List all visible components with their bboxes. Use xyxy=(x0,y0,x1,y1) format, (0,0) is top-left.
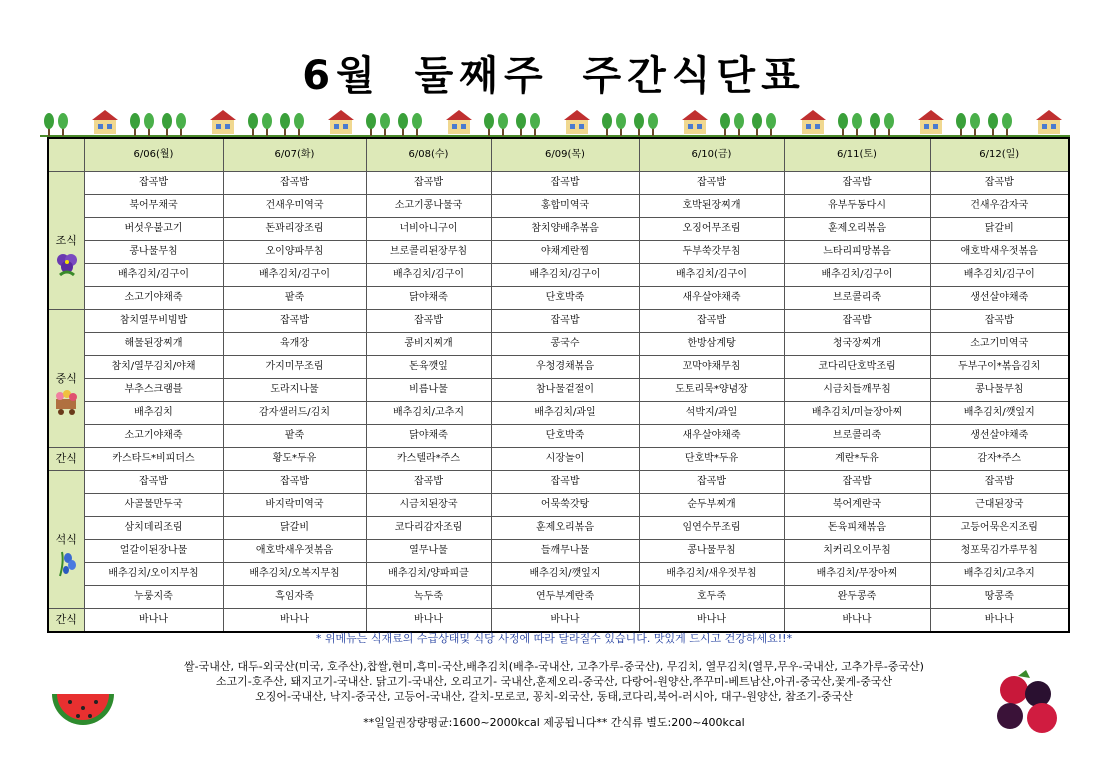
menu-item: 생선살야채죽 xyxy=(930,287,1069,310)
tree-icon xyxy=(366,113,376,136)
tree-icon xyxy=(380,113,390,136)
tree-icon xyxy=(44,113,54,136)
menu-row xyxy=(48,563,1069,586)
bluebell-flower-icon xyxy=(52,548,82,578)
tree-icon xyxy=(58,113,68,136)
menu-item: 감자*주스 xyxy=(930,448,1069,471)
menu-item: 사골물만두국 xyxy=(84,494,223,517)
menu-item: 팥죽 xyxy=(223,287,366,310)
house-icon xyxy=(328,110,354,134)
porridge-row xyxy=(48,609,1069,633)
menu-item: 소고기미역국 xyxy=(930,333,1069,356)
tree-icon xyxy=(280,113,290,136)
menu-item: 잡곡밥 xyxy=(930,310,1069,333)
menu-item: 바나나 xyxy=(491,609,639,633)
menu-item: 배추김치/김구이 xyxy=(930,264,1069,287)
house-icon xyxy=(800,110,826,134)
meal-label: 조식 xyxy=(55,233,77,247)
menu-row xyxy=(48,264,1069,287)
origin-line: 소고기-호주산, 돼지고기-국내산. 닭고기-국내산, 오리고기- 국내산,훈제오리-중국산, 다랑어-원양산,쭈꾸미-베트남산,아귀-중국산,꽃게-중국산 xyxy=(215,675,893,688)
tree-icon xyxy=(484,113,494,136)
menu-item: 팥죽 xyxy=(223,425,366,448)
menu-item: 콩나물무침 xyxy=(930,379,1069,402)
menu-item: 야채계란찜 xyxy=(491,241,639,264)
menu-item: 배추김치/김구이 xyxy=(84,264,223,287)
menu-item: 바나나 xyxy=(366,609,491,633)
menu-item: 코다리감자조림 xyxy=(366,517,491,540)
menu-item: 참나물겉절이 xyxy=(491,379,639,402)
menu-item: 들깨무나물 xyxy=(491,540,639,563)
menu-item: 배추김치/김구이 xyxy=(491,264,639,287)
menu-item: 배추김치/오복지무침 xyxy=(223,563,366,586)
menu-item: 유부두동다시 xyxy=(784,195,930,218)
violet-flower-icon xyxy=(52,249,82,279)
menu-item: 콩나물무침 xyxy=(639,540,784,563)
menu-item: 바나나 xyxy=(84,609,223,633)
tree-icon xyxy=(176,113,186,136)
tree-icon xyxy=(262,113,272,136)
meal-label: 석식 xyxy=(55,532,77,546)
menu-item: 브로콜리죽 xyxy=(784,287,930,310)
menu-item: 우청경채볶음 xyxy=(491,356,639,379)
tree-icon xyxy=(720,113,730,136)
menu-item: 열무나물 xyxy=(366,540,491,563)
menu-item: 잡곡밥 xyxy=(223,471,366,494)
menu-item: 땅콩죽 xyxy=(930,586,1069,609)
menu-item: 잡곡밥 xyxy=(223,172,366,195)
menu-item: 훈제오리볶음 xyxy=(491,517,639,540)
menu-item: 어묵쑥갓탕 xyxy=(491,494,639,517)
menu-item: 배추김치/깻잎지 xyxy=(930,402,1069,425)
tree-icon xyxy=(956,113,966,136)
menu-item: 단호박죽 xyxy=(491,287,639,310)
menu-item: 배추김치/오이지무침 xyxy=(84,563,223,586)
tree-icon xyxy=(144,113,154,136)
weekly-menu-table xyxy=(47,137,1070,633)
house-icon xyxy=(210,110,236,134)
menu-item: 부추스크램블 xyxy=(84,379,223,402)
menu-item: 훈제오리볶음 xyxy=(784,218,930,241)
menu-item: 해물된장찌개 xyxy=(84,333,223,356)
tree-icon xyxy=(852,113,862,136)
tree-icon xyxy=(766,113,776,136)
day-header: 6/11(토) xyxy=(784,138,930,172)
house-icon xyxy=(92,110,118,134)
menu-item: 꼬막야채무침 xyxy=(639,356,784,379)
meal-label-cell xyxy=(48,609,84,633)
menu-item: 콩나물무침 xyxy=(84,241,223,264)
menu-item: 애호박새우젓볶음 xyxy=(223,540,366,563)
menu-item: 잡곡밥 xyxy=(366,310,491,333)
menu-item: 잡곡밥 xyxy=(639,310,784,333)
menu-item: 잡곡밥 xyxy=(366,172,491,195)
menu-item: 브로콜리죽 xyxy=(784,425,930,448)
tree-icon xyxy=(752,113,762,136)
house-icon xyxy=(446,110,472,134)
tree-icon xyxy=(616,113,626,136)
menu-item: 녹두죽 xyxy=(366,586,491,609)
day-header: 6/08(수) xyxy=(366,138,491,172)
menu-item: 바지락미역국 xyxy=(223,494,366,517)
menu-item: 삼치데리조림 xyxy=(84,517,223,540)
menu-item: 배추김치/미늘장아찌 xyxy=(784,402,930,425)
menu-item: 참치양배추볶음 xyxy=(491,218,639,241)
menu-item: 잡곡밥 xyxy=(784,310,930,333)
menu-item: 잡곡밥 xyxy=(784,471,930,494)
menu-item: 돈육깻잎 xyxy=(366,356,491,379)
menu-item: 느타리피망볶음 xyxy=(784,241,930,264)
menu-item: 참치열무비빔밥 xyxy=(84,310,223,333)
menu-item: 완두콩죽 xyxy=(784,586,930,609)
menu-item: 잡곡밥 xyxy=(491,172,639,195)
berries-icon xyxy=(988,668,1068,738)
menu-item: 배추김치/양파피클 xyxy=(366,563,491,586)
menu-item: 청국장찌개 xyxy=(784,333,930,356)
menu-item: 돈육피채볶음 xyxy=(784,517,930,540)
menu-item: 배추김치/김구이 xyxy=(223,264,366,287)
flower-cart-icon xyxy=(52,387,82,417)
tree-icon xyxy=(516,113,526,136)
menu-row xyxy=(48,471,1069,494)
menu-item: 새우살야채죽 xyxy=(639,287,784,310)
menu-item: 잡곡밥 xyxy=(639,471,784,494)
menu-item: 카스타드*비피더스 xyxy=(84,448,223,471)
menu-item: 한방삼계탕 xyxy=(639,333,784,356)
menu-item: 배추김치 xyxy=(84,402,223,425)
menu-item: 배추김치/과일 xyxy=(491,402,639,425)
menu-item: 닭야채죽 xyxy=(366,287,491,310)
menu-row xyxy=(48,310,1069,333)
menu-item: 잡곡밥 xyxy=(84,172,223,195)
menu-item: 닭야채죽 xyxy=(366,425,491,448)
menu-item: 애호박새우젓볶음 xyxy=(930,241,1069,264)
tree-icon xyxy=(498,113,508,136)
menu-item: 배추김치/고추지 xyxy=(366,402,491,425)
day-header: 6/09(목) xyxy=(491,138,639,172)
day-header-row xyxy=(48,138,1069,172)
menu-item: 홍합미역국 xyxy=(491,195,639,218)
menu-item: 비름나물 xyxy=(366,379,491,402)
menu-row xyxy=(48,356,1069,379)
menu-item: 계란*두유 xyxy=(784,448,930,471)
menu-item: 브로콜리된장무침 xyxy=(366,241,491,264)
menu-row xyxy=(48,218,1069,241)
menu-row xyxy=(48,379,1069,402)
menu-item: 단호박*두유 xyxy=(639,448,784,471)
menu-row xyxy=(48,540,1069,563)
menu-item: 치커리오이무침 xyxy=(784,540,930,563)
menu-item: 배추김치/고추지 xyxy=(930,563,1069,586)
menu-row xyxy=(48,241,1069,264)
origin-line: 쌀-국내산, 대두-외국산(미국, 호주산),찹쌀,현미,흑미-국산,배추김치(배추-국내산, 고추가루-중국산), 무김치, 열무김치(열무,무우-국내산, 고추가루-중국산) xyxy=(184,660,924,673)
tree-icon xyxy=(634,113,644,136)
menu-row xyxy=(48,195,1069,218)
menu-item: 오징어무조림 xyxy=(639,218,784,241)
menu-item: 두부쑥갓무침 xyxy=(639,241,784,264)
menu-item: 잡곡밥 xyxy=(223,310,366,333)
house-icon xyxy=(918,110,944,134)
page-title: 6월 둘째주 주간식단표 xyxy=(302,53,806,99)
menu-row xyxy=(48,172,1069,195)
tree-icon xyxy=(602,113,612,136)
menu-item: 북어무채국 xyxy=(84,195,223,218)
menu-row xyxy=(48,333,1069,356)
meal-label-cell xyxy=(48,448,84,471)
menu-change-note: * 위메뉴는 식재료의 수급상태및 식당 사정에 따라 달라질수 있습니다. 맛있게 드시고 건강하세요!!* xyxy=(315,632,793,645)
menu-item: 도라지나물 xyxy=(223,379,366,402)
menu-item: 코다리단호박조림 xyxy=(784,356,930,379)
meal-label-cell xyxy=(48,310,84,448)
menu-item: 호두죽 xyxy=(639,586,784,609)
tree-icon xyxy=(162,113,172,136)
menu-item: 배추김치/김구이 xyxy=(784,264,930,287)
menu-item: 북어계란국 xyxy=(784,494,930,517)
origin-line: 오징어-국내산, 낙지-중국산, 고등어-국내산, 갈치-모로코, 꽁치-외국산, 동태,코다리,북어-러시아, 대구-원양산, 참조기-중국산 xyxy=(255,690,853,703)
menu-row xyxy=(48,517,1069,540)
menu-item: 감자샐러드/김치 xyxy=(223,402,366,425)
day-header: 6/06(월) xyxy=(84,138,223,172)
menu-item: 호박된장찌개 xyxy=(639,195,784,218)
menu-item: 건새우감자국 xyxy=(930,195,1069,218)
menu-item: 순두부찌개 xyxy=(639,494,784,517)
menu-item: 너비아니구이 xyxy=(366,218,491,241)
menu-item: 누룽지죽 xyxy=(84,586,223,609)
menu-item: 콩국수 xyxy=(491,333,639,356)
menu-item: 두부구이*볶음김치 xyxy=(930,356,1069,379)
menu-item: 콩비지찌개 xyxy=(366,333,491,356)
menu-item: 얼갈이된장나물 xyxy=(84,540,223,563)
calorie-info: **일일권장량평균:1600~2000kcal 제공됩니다** 간식류 별도:200~400kcal xyxy=(363,716,745,729)
day-header: 6/12(일) xyxy=(930,138,1069,172)
menu-item: 배추김치/김구이 xyxy=(639,264,784,287)
menu-item: 버섯우불고기 xyxy=(84,218,223,241)
house-icon xyxy=(564,110,590,134)
menu-item: 닭갈비 xyxy=(930,218,1069,241)
menu-item: 소고기야채죽 xyxy=(84,425,223,448)
menu-item: 육개장 xyxy=(223,333,366,356)
menu-item: 잡곡밥 xyxy=(930,471,1069,494)
day-header: 6/07(화) xyxy=(223,138,366,172)
meal-label-cell xyxy=(48,172,84,310)
menu-item: 배추김치/깻잎지 xyxy=(491,563,639,586)
menu-item: 돈꽈리장조림 xyxy=(223,218,366,241)
menu-row xyxy=(48,494,1069,517)
menu-item: 근대된장국 xyxy=(930,494,1069,517)
menu-item: 잡곡밥 xyxy=(639,172,784,195)
menu-item: 연두부계란죽 xyxy=(491,586,639,609)
menu-item: 시금치들깨무침 xyxy=(784,379,930,402)
house-icon xyxy=(1036,110,1062,134)
meal-label: 간식 xyxy=(55,613,77,626)
tree-icon xyxy=(248,113,258,136)
menu-item: 황도*두유 xyxy=(223,448,366,471)
menu-item: 건새우미역국 xyxy=(223,195,366,218)
menu-item: 바나나 xyxy=(639,609,784,633)
tree-icon xyxy=(970,113,980,136)
menu-item: 잡곡밥 xyxy=(491,471,639,494)
menu-item: 닭갈비 xyxy=(223,517,366,540)
menu-item: 잡곡밥 xyxy=(491,310,639,333)
corner-cell xyxy=(48,138,84,172)
meal-label-cell xyxy=(48,471,84,609)
tree-icon xyxy=(884,113,894,136)
tree-icon xyxy=(412,113,422,136)
menu-item: 바나나 xyxy=(223,609,366,633)
menu-item: 배추김치/무장아찌 xyxy=(784,563,930,586)
meal-label: 중식 xyxy=(55,371,77,385)
porridge-row xyxy=(48,287,1069,310)
tree-icon xyxy=(398,113,408,136)
meal-label: 간식 xyxy=(55,452,77,465)
menu-item: 잡곡밥 xyxy=(930,172,1069,195)
menu-item: 잡곡밥 xyxy=(84,471,223,494)
menu-row xyxy=(48,586,1069,609)
tree-icon xyxy=(1002,113,1012,136)
menu-item: 도토리묵*양념장 xyxy=(639,379,784,402)
menu-item: 흑임자죽 xyxy=(223,586,366,609)
menu-item: 청포묵김가루무침 xyxy=(930,540,1069,563)
menu-item: 참치/열무김치/야채 xyxy=(84,356,223,379)
menu-item: 배추김치/김구이 xyxy=(366,264,491,287)
tree-icon xyxy=(734,113,744,136)
menu-item: 시금치된장국 xyxy=(366,494,491,517)
house-icon xyxy=(682,110,708,134)
menu-item: 바나나 xyxy=(784,609,930,633)
porridge-row xyxy=(48,425,1069,448)
village-border-decoration xyxy=(40,108,1070,138)
menu-item: 카스텔라*주스 xyxy=(366,448,491,471)
menu-item: 생선살야채죽 xyxy=(930,425,1069,448)
tree-icon xyxy=(870,113,880,136)
menu-item: 소고기야채죽 xyxy=(84,287,223,310)
watermelon-icon xyxy=(48,672,118,742)
tree-icon xyxy=(294,113,304,136)
tree-icon xyxy=(988,113,998,136)
menu-item: 배추김치/새우젓무침 xyxy=(639,563,784,586)
day-header: 6/10(금) xyxy=(639,138,784,172)
menu-row xyxy=(48,402,1069,425)
menu-item: 오이양파무침 xyxy=(223,241,366,264)
porridge-row xyxy=(48,448,1069,471)
menu-item: 가지미무조림 xyxy=(223,356,366,379)
menu-item: 새우살야채죽 xyxy=(639,425,784,448)
menu-item: 잡곡밥 xyxy=(366,471,491,494)
menu-item: 석박지/과일 xyxy=(639,402,784,425)
tree-icon xyxy=(838,113,848,136)
tree-icon xyxy=(530,113,540,136)
menu-item: 단호박죽 xyxy=(491,425,639,448)
menu-item: 임연수무조림 xyxy=(639,517,784,540)
origin-info xyxy=(0,659,1108,704)
menu-item: 고등어묵은지조림 xyxy=(930,517,1069,540)
tree-icon xyxy=(648,113,658,136)
menu-item: 소고기콩나물국 xyxy=(366,195,491,218)
tree-icon xyxy=(130,113,140,136)
menu-item: 잡곡밥 xyxy=(784,172,930,195)
menu-item: 시장놀이 xyxy=(491,448,639,471)
menu-item: 바나나 xyxy=(930,609,1069,633)
